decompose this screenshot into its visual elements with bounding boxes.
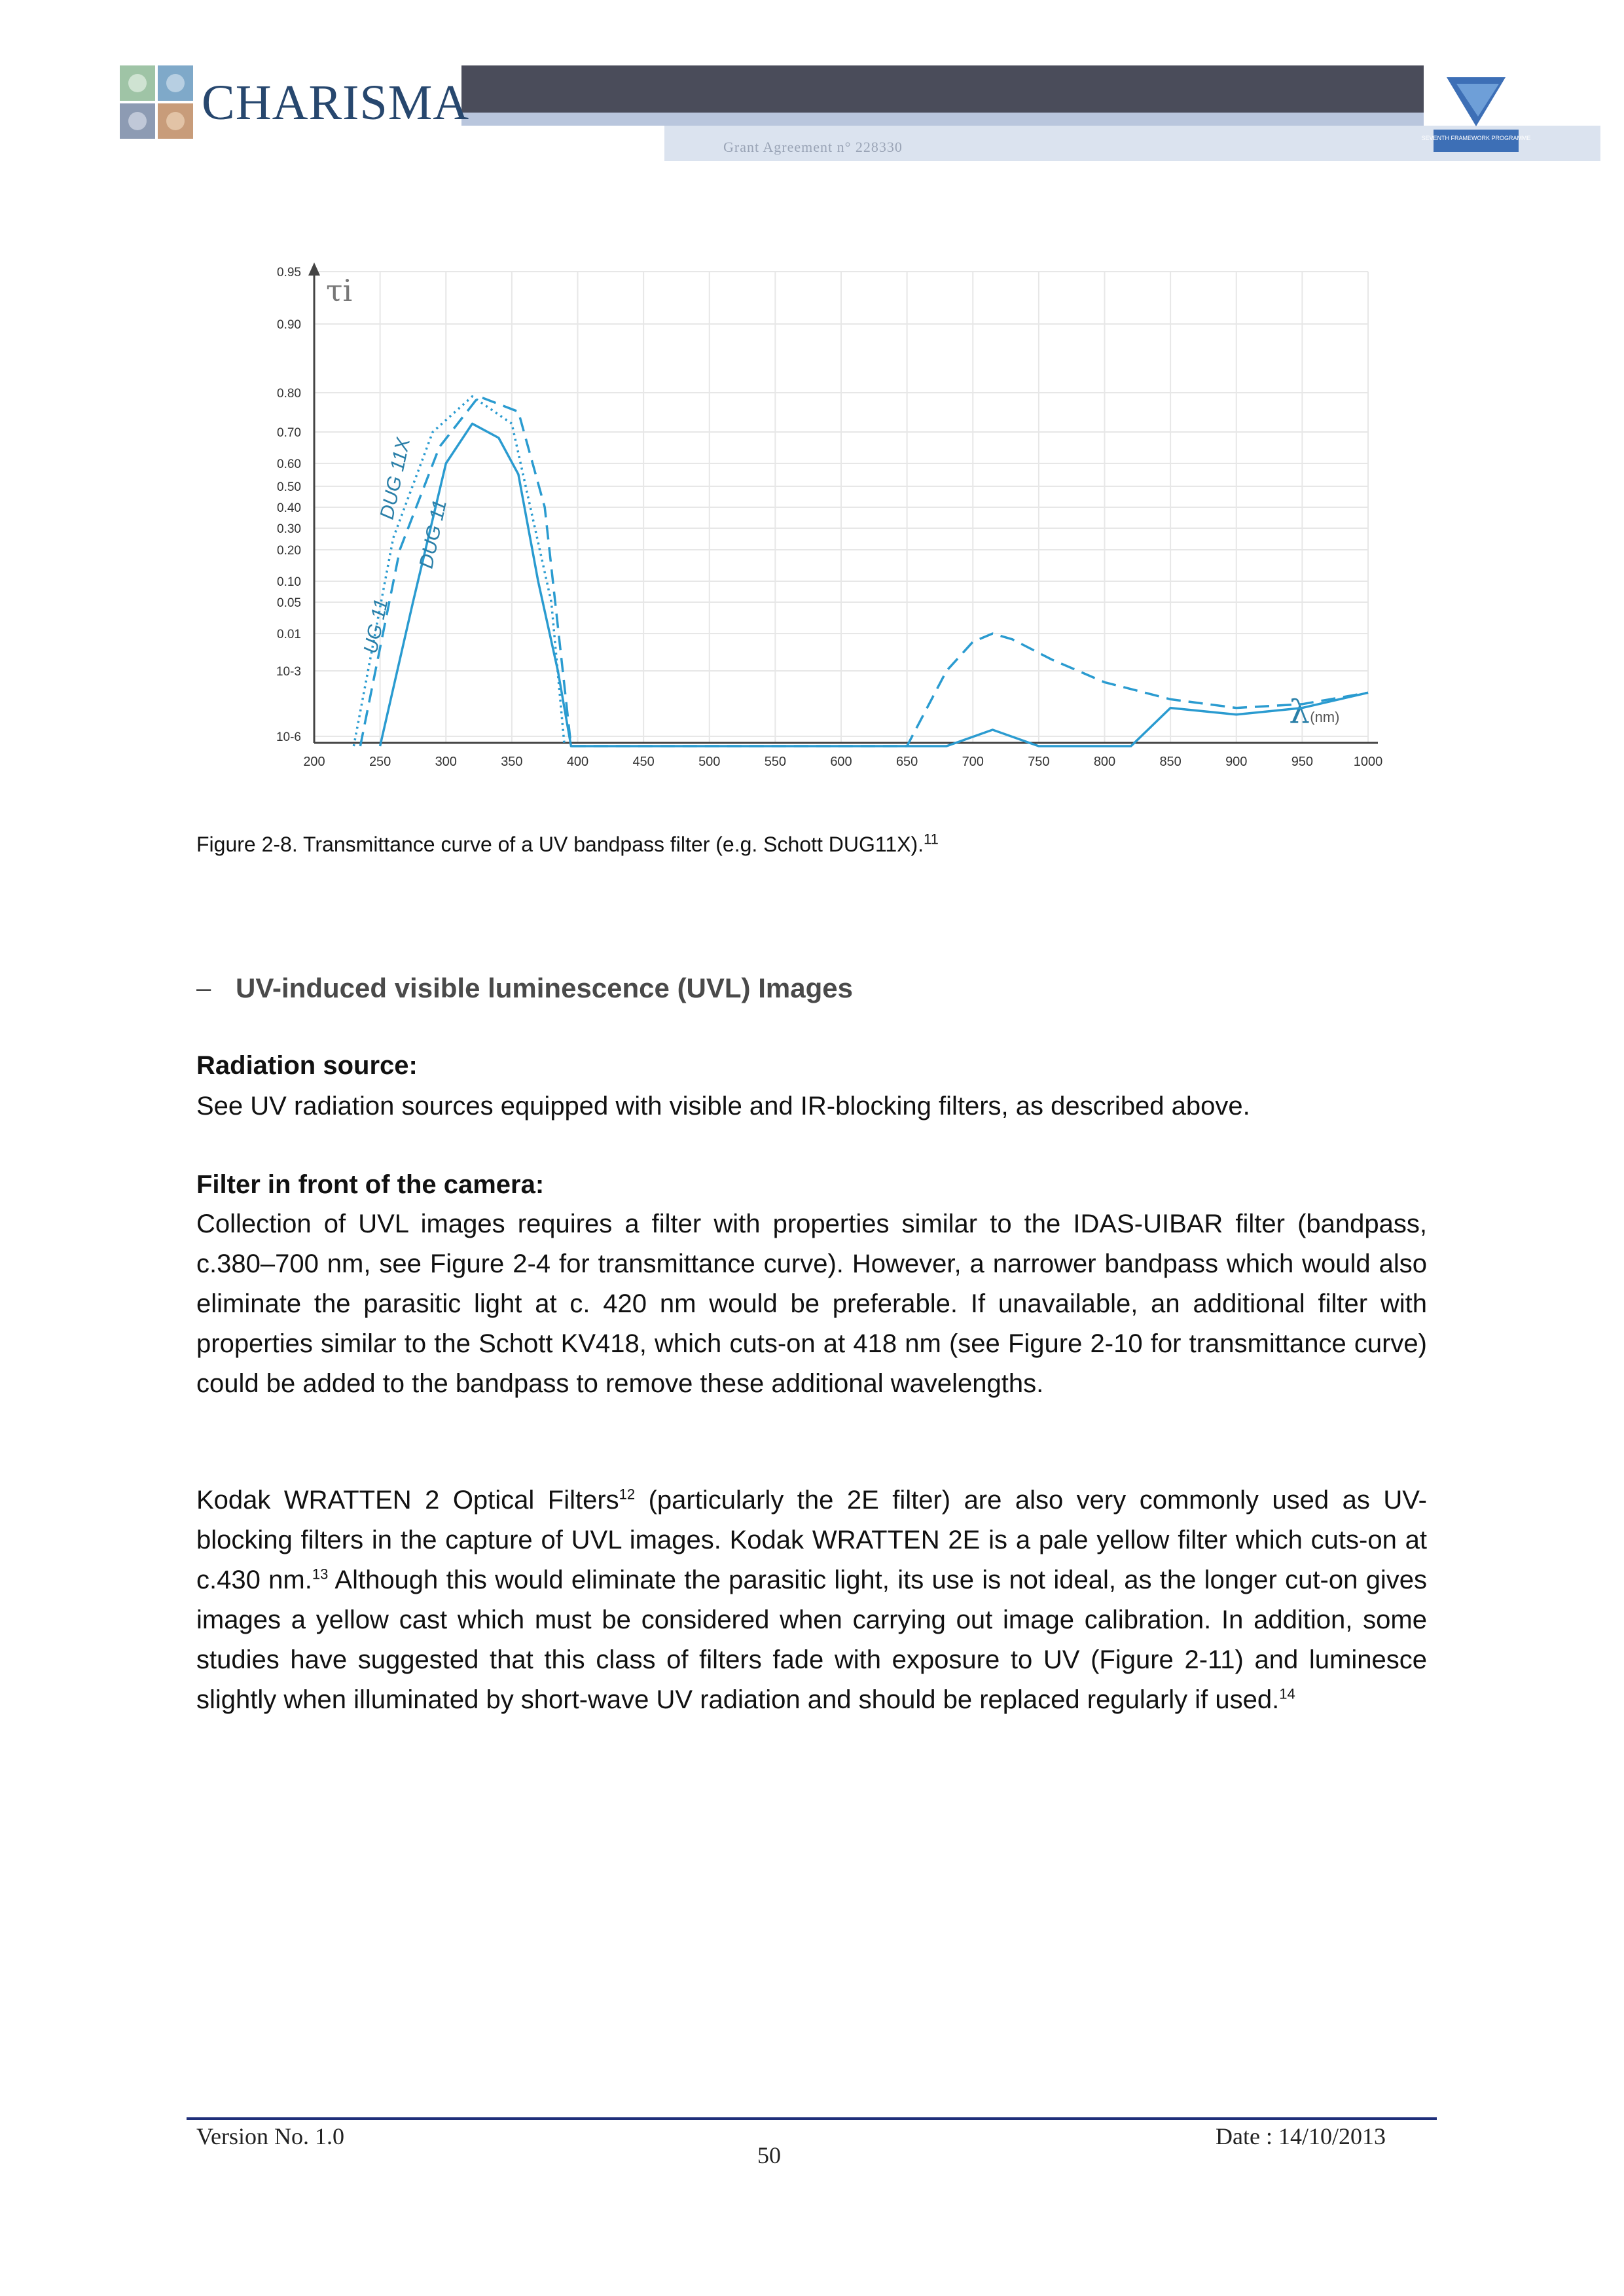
x-tick-label: 1000: [1353, 755, 1383, 769]
y-tick-label: 0.05: [277, 596, 301, 610]
y-axis-arrow: [308, 262, 320, 276]
series-label: DUG 11: [415, 497, 451, 571]
series-line-dug-11: [380, 423, 1368, 746]
kodak-text-2: (particularly the 2E filter) are also very commonly used as UV-blocking filters in the capture of UVL images. Kodak WRATTEN 2E is a pale yellow filter which cuts-on at c.430 nm.: [196, 1486, 1427, 1594]
y-tick-label: 0.90: [277, 318, 301, 332]
x-tick-label: 600: [830, 755, 852, 769]
footer-version: Version No. 1.0: [196, 2123, 344, 2149]
radiation-paragraph: See UV radiation sources equipped with visible and IR-blocking filters, as described above.: [196, 1092, 1250, 1121]
y-tick-label: 0.01: [277, 628, 301, 641]
section-dash: –: [196, 974, 211, 1003]
y-tick-label: 0.50: [277, 480, 301, 494]
caption-text: Figure 2-8. Transmittance curve of a UV bandpass filter (e.g. Schott DUG11X).: [196, 833, 924, 856]
x-tick-label: 550: [764, 755, 787, 769]
filter-paragraph: Collection of UVL images requires a filter with properties similar to the IDAS-UIBAR filter (bandpass, c.380–700 nm, see Figure 2-4 for transmittance curve). However, a narrower bandpass which would also eliminate the parasitic light at c. 420 nm would be preferable. If unavailable, an additional filter with properties similar to the Schott KV418, which cuts-on at 418 nm (see Figure 2-10 for transmittance curve) could be added to the bandpass to remove these additional wavelengths.: [196, 1210, 1427, 1398]
y-tick-label: 0.95: [277, 266, 301, 279]
y-tick-label: 0.80: [277, 387, 301, 401]
header-stripe: [461, 113, 1424, 126]
x-tick-label: 350: [501, 755, 523, 769]
footnote-ref[interactable]: 12: [619, 1486, 636, 1503]
x-axis-unit: (nm): [1310, 709, 1340, 725]
chart-svg: [242, 249, 1381, 798]
fp7-logo-text: SEVENTH FRAMEWORK PROGRAMME: [1421, 135, 1531, 141]
transmittance-chart: [242, 249, 1381, 798]
series-label: DUG 11X: [376, 436, 415, 522]
filter-heading: Filter in front of the camera:: [196, 1170, 545, 1199]
y-tick-label: 0.70: [277, 426, 301, 440]
y-tick-label: 0.40: [277, 501, 301, 515]
x-tick-label: 400: [566, 755, 589, 769]
x-tick-label: 800: [1093, 755, 1116, 769]
footnote-ref[interactable]: 13: [312, 1566, 329, 1583]
header-bar: [461, 65, 1424, 113]
x-tick-label: 950: [1291, 755, 1314, 769]
y-tick-label: 0.20: [277, 544, 301, 558]
charisma-logo-text: CHARISMA: [202, 75, 470, 130]
fp7-logo: [1421, 64, 1531, 162]
x-tick-label: 250: [369, 755, 391, 769]
page-number: 50: [757, 2142, 781, 2168]
radiation-heading: Radiation source:: [196, 1051, 418, 1080]
kodak-text-3: Although this would eliminate the parasitic light, its use is not ideal, as the longer cut-on gives images a yellow cast which must be considered when carrying out image calibration. In addition, some studies have suggested that this class of filters fade with exposure to UV (Figure 2-11) and luminesce slightly when illuminated by short-wave UV radiation and should be replaced regularly if used.: [196, 1566, 1427, 1714]
footnote-ref[interactable]: 14: [1279, 1685, 1295, 1702]
footer-rule: [187, 2117, 1437, 2120]
x-tick-label: 850: [1159, 755, 1182, 769]
x-tick-label: 200: [303, 755, 325, 769]
footnote-ref[interactable]: 11: [924, 831, 939, 848]
x-tick-label: 700: [962, 755, 984, 769]
x-tick-label: 300: [435, 755, 457, 769]
y-tick-label: 10-6: [276, 730, 301, 744]
charisma-mosaic-icon: [120, 65, 193, 139]
section-heading: UV-induced visible luminescence (UVL) Images: [236, 973, 853, 1003]
series-label: UG 11: [359, 596, 393, 656]
y-axis-symbol: τi: [326, 273, 353, 308]
y-tick-label: 0.10: [277, 575, 301, 589]
kodak-paragraph: [196, 1480, 1427, 1720]
x-tick-label: 450: [632, 755, 655, 769]
grant-agreement: Grant Agreement n° 228330: [723, 139, 903, 155]
figure-caption: [196, 833, 939, 857]
y-tick-label: 0.60: [277, 457, 301, 471]
x-tick-label: 650: [895, 755, 918, 769]
y-tick-label: 0.30: [277, 522, 301, 536]
footer-date: Date : 14/10/2013: [1216, 2123, 1386, 2149]
kodak-text-1: Kodak WRATTEN 2 Optical Filters: [196, 1486, 619, 1515]
x-tick-label: 900: [1225, 755, 1248, 769]
series-line-ug-11: [353, 397, 564, 746]
x-tick-label: 750: [1028, 755, 1050, 769]
x-tick-label: 500: [698, 755, 721, 769]
x-axis-symbol: λ: [1289, 693, 1310, 731]
y-tick-label: 10-3: [276, 665, 301, 679]
